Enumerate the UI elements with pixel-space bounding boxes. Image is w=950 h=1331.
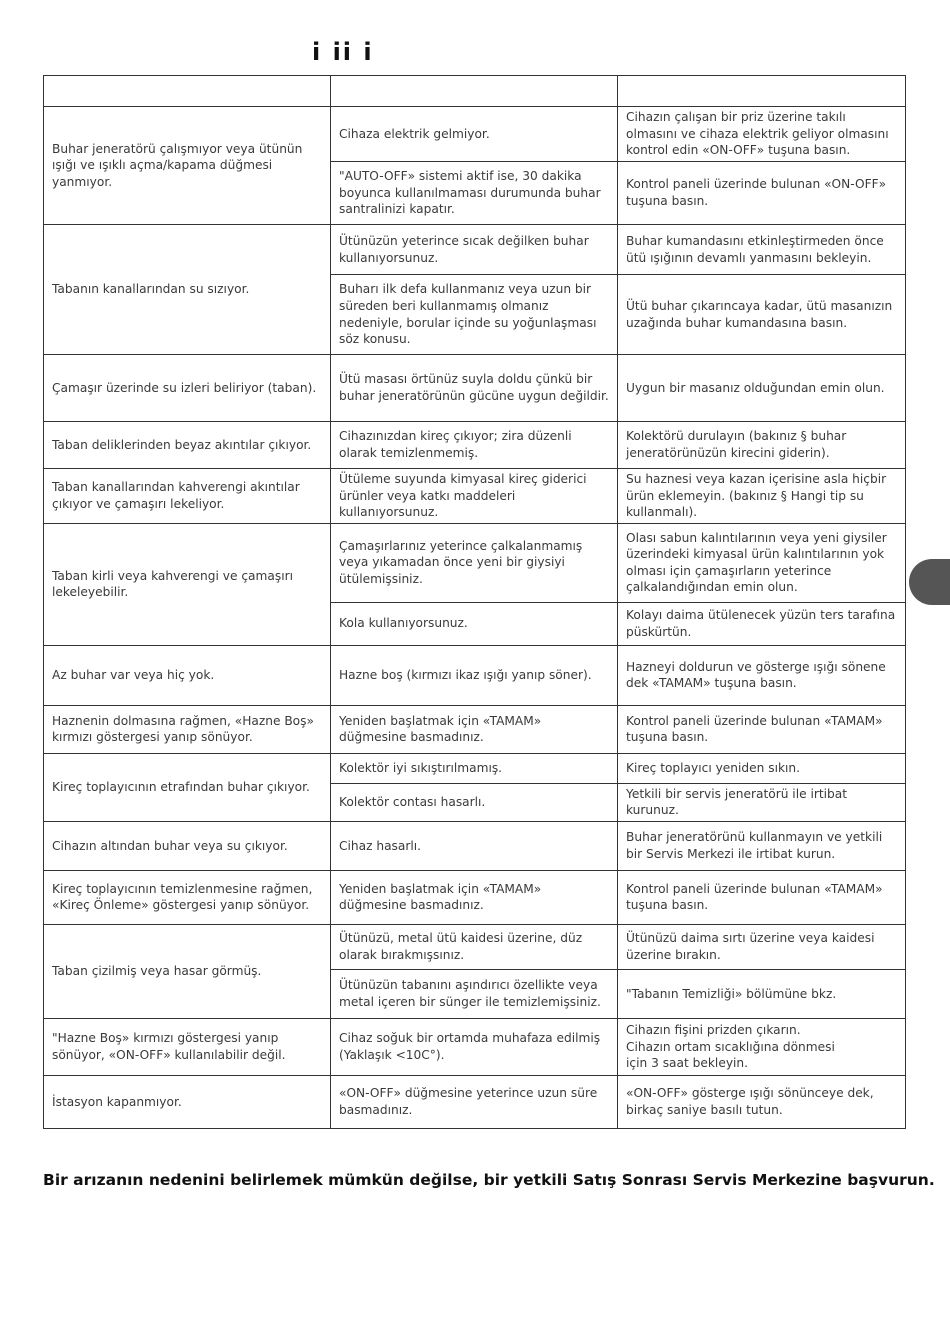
solution-cell: Kolektörü durulayın (bakınız § buhar jeneratörünüzün kirecini giderin).: [618, 422, 906, 469]
cause-cell: Ütünüzün tabanını aşındırıcı özellikte veya metal içeren bir sünger ile temizlemişsiniz.: [331, 969, 618, 1018]
header-solution: [618, 76, 906, 107]
solution-cell: Kontrol paneli üzerinde bulunan «ON-OFF» tuşuna basın.: [618, 162, 906, 225]
table-row: [44, 645, 906, 705]
problem-cell: Kireç toplayıcının etrafından buhar çıkıyor.: [44, 753, 331, 821]
problem-cell: Cihazın altından buhar veya su çıkıyor.: [44, 821, 331, 870]
troubleshooting-table: [43, 75, 906, 1129]
solution-cell: Yetkili bir servis jeneratörü ile irtibat kurunuz.: [618, 783, 906, 821]
table-body: [44, 76, 906, 1129]
table-row: [44, 355, 906, 422]
table-row: [44, 705, 906, 753]
table-row: [44, 1018, 906, 1075]
problem-cell: İstasyon kapanmıyor.: [44, 1075, 331, 1128]
problem-cell: Kireç toplayıcının temizlenmesine rağmen, «Kireç Önleme» göstergesi yanıp sönüyor.: [44, 870, 331, 924]
problem-cell: "Hazne Boş» kırmızı göstergesi yanıp sönüyor, «ON-OFF» kullanılabilir değil.: [44, 1018, 331, 1075]
cause-cell: Cihazınızdan kireç çıkıyor; zira düzenli olarak temizlenmemiş.: [331, 422, 618, 469]
table-header-row: [44, 76, 906, 107]
cause-cell: Kola kullanıyorsunuz.: [331, 602, 618, 645]
cause-cell: Cihaz hasarlı.: [331, 821, 618, 870]
problem-cell: Taban kirli veya kahverengi ve çamaşırı lekeleyebilir.: [44, 523, 331, 645]
cause-cell: Kolektör iyi sıkıştırılmamış.: [331, 753, 618, 783]
cause-cell: "AUTO-OFF» sistemi aktif ise, 30 dakika boyunca kullanılmaması durumunda buhar santralinizi kapatır.: [331, 162, 618, 225]
problem-cell: Haznenin dolmasına rağmen, «Hazne Boş» kırmızı göstergesi yanıp sönüyor.: [44, 705, 331, 753]
cause-cell: Ütüleme suyunda kimyasal kireç giderici ürünler veya katkı maddeleri kullanıyorsunuz.: [331, 469, 618, 524]
solution-cell: Olası sabun kalıntılarının veya yeni giysiler üzerindeki kimyasal ürün kalıntılarının yok olması için çamaşırların yeterince çalkalandığından emin olun.: [618, 523, 906, 602]
table-row: [44, 107, 906, 162]
table-row: [44, 753, 906, 783]
solution-cell: Su haznesi veya kazan içerisine asla hiçbir ürün eklemeyin. (bakınız § Hangi tip su kullanmalı).: [618, 469, 906, 524]
solution-cell: Uygun bir masanız olduğundan emin olun.: [618, 355, 906, 422]
cause-cell: Ütünüzün yeterince sıcak değilken buhar kullanıyorsunuz.: [331, 225, 618, 275]
problem-cell: Taban kanallarından kahverengi akıntılar çıkıyor ve çamaşırı lekeliyor.: [44, 469, 331, 524]
problem-cell: Tabanın kanallarından su sızıyor.: [44, 225, 331, 355]
solution-cell: Buhar jeneratörünü kullanmayın ve yetkili bir Servis Merkezi ile irtibat kurun.: [618, 821, 906, 870]
solution-cell: Kontrol paneli üzerinde bulunan «TAMAM» tuşuna basın.: [618, 870, 906, 924]
cause-cell: Yeniden başlatmak için «TAMAM» düğmesine basmadınız.: [331, 705, 618, 753]
section-tab-marker: [909, 559, 950, 605]
table-row: [44, 870, 906, 924]
table-row: [44, 225, 906, 275]
cause-cell: Çamaşırlarınız yeterince çalkalanmamış veya yıkamadan önce yeni bir giysiyi ütülemişsiniz.: [331, 523, 618, 602]
table-row: [44, 1075, 906, 1128]
cause-cell: Ütünüzü, metal ütü kaidesi üzerine, düz olarak bırakmışsınız.: [331, 924, 618, 969]
header-problem: [44, 76, 331, 107]
solution-cell: Kireç toplayıcı yeniden sıkın.: [618, 753, 906, 783]
problem-cell: Çamaşır üzerinde su izleri beliriyor (taban).: [44, 355, 331, 422]
cause-cell: Buharı ilk defa kullanmanız veya uzun bir süreden beri kullanmamış olmanız nedeniyle, borular içinde su yoğunlaşması söz konusu.: [331, 275, 618, 355]
table-row: [44, 523, 906, 602]
cause-cell: Hazne boş (kırmızı ikaz ışığı yanıp söner).: [331, 645, 618, 705]
header-cause: [331, 76, 618, 107]
solution-cell: Kolayı daima ütülenecek yüzün ters tarafına püskürtün.: [618, 602, 906, 645]
table-row: [44, 924, 906, 969]
cause-cell: Kolektör contası hasarlı.: [331, 783, 618, 821]
cause-cell: «ON-OFF» düğmesine yeterince uzun süre basmadınız.: [331, 1075, 618, 1128]
solution-cell: Cihazın fişini prizden çıkarın. Cihazın ortam sıcaklığına dönmesi için 3 saat bekleyin.: [618, 1018, 906, 1075]
solution-cell: "Tabanın Temizliği» bölümüne bkz.: [618, 969, 906, 1018]
table-row: [44, 469, 906, 524]
solution-cell: Cihazın çalışan bir priz üzerine takılı olmasını ve cihaza elektrik geliyor olmasını kontrol edin «ON-OFF» tuşuna basın.: [618, 107, 906, 162]
solution-cell: Kontrol paneli üzerinde bulunan «TAMAM» tuşuna basın.: [618, 705, 906, 753]
cause-cell: Yeniden başlatmak için «TAMAM» düğmesine basmadınız.: [331, 870, 618, 924]
table-row: [44, 821, 906, 870]
solution-cell: Hazneyi doldurun ve gösterge ışığı sönene dek «TAMAM» tuşuna basın.: [618, 645, 906, 705]
cause-cell: Cihaz soğuk bir ortamda muhafaza edilmiş (Yaklaşık <10C°).: [331, 1018, 618, 1075]
footer-note: Bir arızanın nedenini belirlemek mümkün değilse, bir yetkili Satış Sonrası Servis Merkezine başvurun.: [43, 1171, 935, 1189]
solution-cell: Buhar kumandasını etkinleştirmeden önce ütü ışığının devamlı yanmasını bekleyin.: [618, 225, 906, 275]
cause-cell: Ütü masası örtünüz suyla doldu çünkü bir buhar jeneratörünün gücüne uygun değildir.: [331, 355, 618, 422]
problem-cell: Buhar jeneratörü çalışmıyor veya ütünün ışığı ve ışıklı açma/kapama düğmesi yanmıyor.: [44, 107, 331, 225]
solution-cell: Ütü buhar çıkarıncaya kadar, ütü masanızın uzağında buhar kumandasına basın.: [618, 275, 906, 355]
cause-cell: Cihaza elektrik gelmiyor.: [331, 107, 618, 162]
solution-cell: «ON-OFF» gösterge ışığı sönünceye dek, birkaç saniye basılı tutun.: [618, 1075, 906, 1128]
page-title: i ii i: [312, 38, 374, 66]
solution-cell: Ütünüzü daima sırtı üzerine veya kaidesi üzerine bırakın.: [618, 924, 906, 969]
problem-cell: Taban çizilmiş veya hasar görmüş.: [44, 924, 331, 1018]
table-row: [44, 422, 906, 469]
problem-cell: Taban deliklerinden beyaz akıntılar çıkıyor.: [44, 422, 331, 469]
problem-cell: Az buhar var veya hiç yok.: [44, 645, 331, 705]
